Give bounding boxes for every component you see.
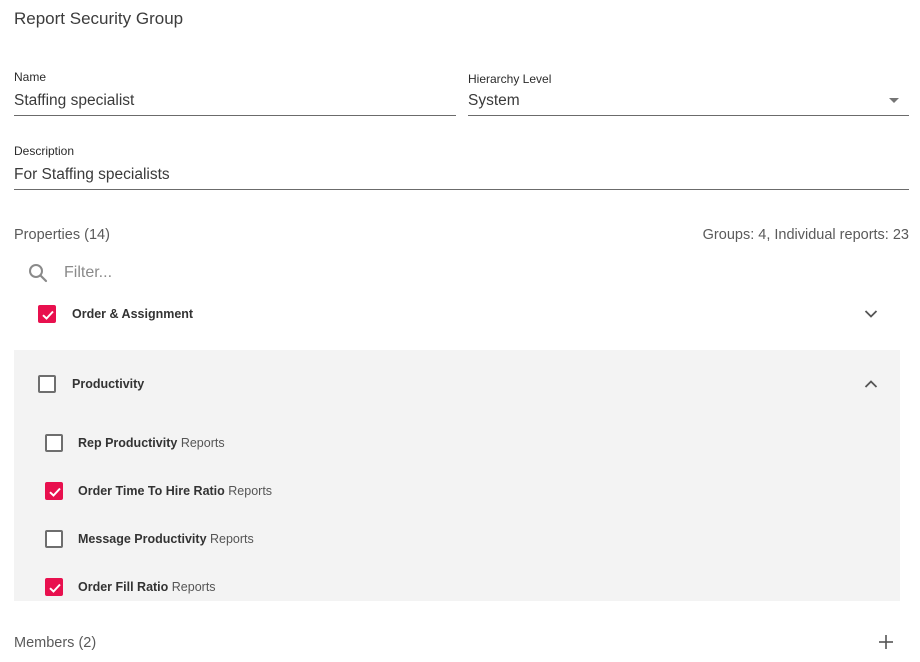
report-checkbox-order-time-to-hire-ratio[interactable] bbox=[45, 482, 63, 500]
checkmark-icon bbox=[48, 581, 62, 595]
group-panel-productivity bbox=[14, 350, 900, 601]
hierarchy-level-label: Hierarchy Level bbox=[468, 72, 552, 86]
report-label-message-productivity[interactable]: Message Productivity Reports bbox=[78, 532, 254, 546]
search-icon bbox=[28, 263, 48, 283]
report-label-order-time-to-hire-ratio[interactable]: Order Time To Hire Ratio Reports bbox=[78, 484, 273, 498]
filter-bar[interactable] bbox=[28, 260, 428, 288]
name-label: Name bbox=[14, 70, 47, 84]
description-field[interactable] bbox=[14, 143, 909, 191]
chevron-up-icon[interactable] bbox=[864, 379, 878, 389]
report-checkbox-message-productivity[interactable] bbox=[45, 530, 63, 548]
dropdown-arrow-icon[interactable] bbox=[889, 98, 899, 103]
filter-input[interactable] bbox=[64, 261, 404, 285]
description-label: Description bbox=[14, 144, 75, 158]
report-label-order-fill-ratio[interactable]: Order Fill Ratio Reports bbox=[78, 580, 216, 594]
description-underline bbox=[14, 189, 909, 190]
hierarchy-level-select[interactable] bbox=[468, 71, 909, 117]
description-input[interactable]: For Staffing specialists bbox=[14, 166, 170, 183]
group-label-order-assignment[interactable]: Order & Assignment bbox=[72, 307, 194, 321]
properties-title: Properties (14) bbox=[14, 227, 110, 243]
name-input[interactable]: Staffing specialist bbox=[14, 92, 135, 109]
page-title: Report Security Group bbox=[14, 9, 184, 28]
checkmark-icon bbox=[41, 308, 55, 322]
plus-icon[interactable] bbox=[878, 634, 894, 650]
chevron-down-icon[interactable] bbox=[864, 309, 878, 319]
report-checkbox-rep-productivity[interactable] bbox=[45, 434, 63, 452]
report-checkbox-order-fill-ratio[interactable] bbox=[45, 578, 63, 596]
group-checkbox-productivity[interactable] bbox=[38, 375, 56, 393]
name-field[interactable] bbox=[14, 69, 456, 117]
name-underline bbox=[14, 115, 456, 116]
hierarchy-level-value[interactable]: System bbox=[468, 92, 520, 109]
group-checkbox-order-assignment[interactable] bbox=[38, 305, 56, 323]
report-label-rep-productivity[interactable]: Rep Productivity Reports bbox=[78, 436, 225, 450]
group-label-productivity[interactable]: Productivity bbox=[72, 377, 145, 391]
hierarchy-level-underline bbox=[468, 115, 909, 116]
members-title: Members (2) bbox=[14, 635, 97, 651]
properties-summary: Groups: 4, Individual reports: 23 bbox=[702, 227, 909, 243]
checkmark-icon bbox=[48, 485, 62, 499]
